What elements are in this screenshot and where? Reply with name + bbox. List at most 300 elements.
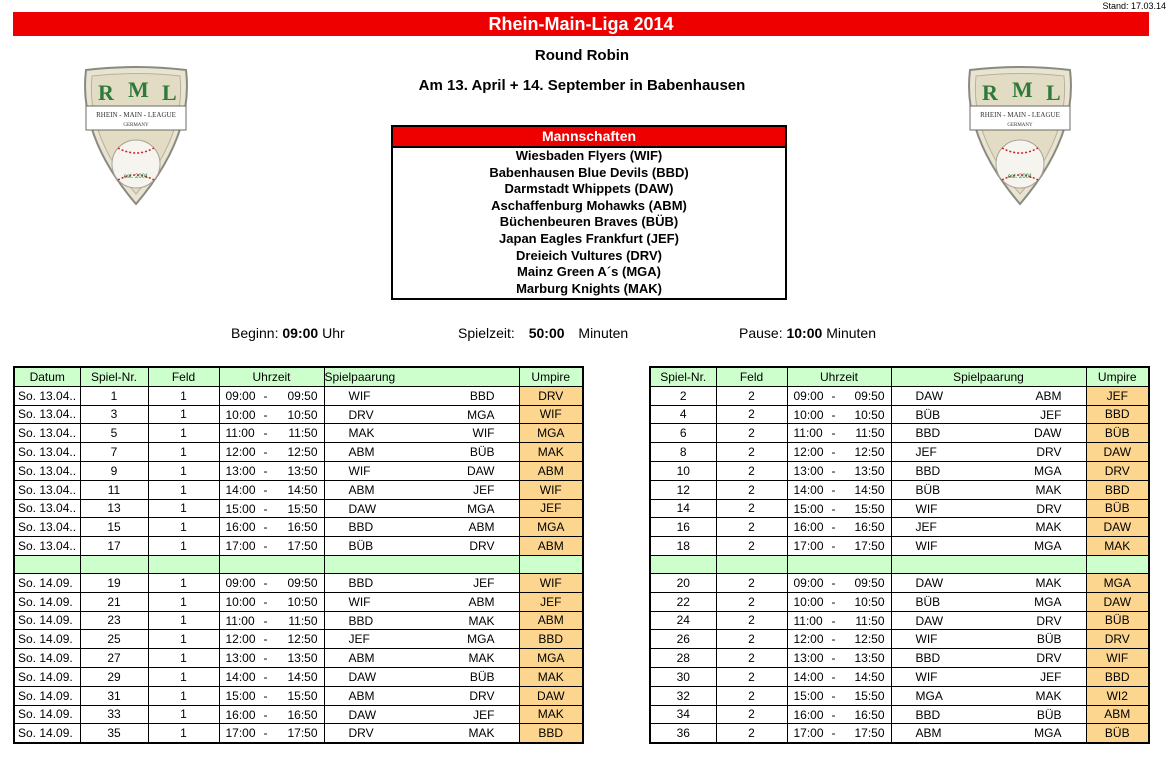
info-beginn — [231, 325, 345, 341]
matchup-cell — [324, 480, 519, 499]
time-to: 13:50 — [287, 463, 318, 478]
home-team: WIF — [348, 594, 371, 609]
game-number-cell: 4 — [650, 405, 716, 424]
teams-header: Mannschaften — [393, 127, 785, 148]
table-row — [14, 537, 583, 556]
matchup-cell — [324, 518, 519, 537]
away-team: ABM — [468, 520, 495, 535]
game-number-cell: 16 — [650, 518, 716, 537]
date-cell: So. 13.04.. — [14, 461, 80, 480]
game-number-cell: 9 — [80, 461, 148, 480]
matchup-cell — [324, 443, 519, 462]
team-item: Wiesbaden Flyers (WIF) — [515, 148, 663, 163]
time-cell — [787, 573, 891, 592]
time-dash: - — [831, 388, 836, 403]
time-dash: - — [263, 388, 268, 403]
home-team: DAW — [915, 575, 944, 590]
field-cell: 1 — [148, 461, 219, 480]
time-to: 10:50 — [854, 594, 885, 609]
col-header: Uhrzeit — [787, 367, 891, 386]
matchup-cell — [324, 461, 519, 480]
home-team: BBD — [915, 651, 941, 666]
game-number-cell: 11 — [80, 480, 148, 499]
field-cell: 1 — [148, 592, 219, 611]
time-from: 17:00 — [225, 726, 256, 741]
game-number-cell: 10 — [650, 461, 716, 480]
spielzeit-value: 50:00 — [528, 325, 565, 341]
game-number-cell: 20 — [650, 573, 716, 592]
game-number-cell: 7 — [80, 443, 148, 462]
away-team: JEF — [473, 575, 495, 590]
game-number-cell: 27 — [80, 649, 148, 668]
event-dates: Am 13. April + 14. September in Babenhausen — [418, 77, 746, 94]
home-team: BBD — [348, 613, 374, 628]
time-from: 13:00 — [225, 651, 256, 666]
time-dash: - — [263, 632, 268, 647]
away-team: MGA — [1034, 463, 1062, 478]
subtitle: Round Robin — [534, 47, 630, 64]
game-number-cell: 13 — [80, 499, 148, 518]
date-cell: So. 14.09. — [14, 592, 80, 611]
time-to: 15:50 — [854, 501, 885, 516]
date-cell: So. 13.04.. — [14, 499, 80, 518]
col-header: Uhrzeit — [219, 367, 324, 386]
home-team: WIF — [348, 388, 371, 403]
team-item: Darmstadt Whippets (DAW) — [504, 181, 674, 197]
matchup-cell — [891, 443, 1086, 462]
time-from: 17:00 — [793, 539, 824, 554]
table-row — [14, 386, 583, 405]
time-cell — [219, 630, 324, 649]
time-from: 13:00 — [225, 463, 256, 478]
time-from: 12:00 — [225, 445, 256, 460]
time-dash: - — [831, 520, 836, 535]
away-team: JEF — [473, 482, 495, 497]
matchup-cell — [891, 667, 1086, 686]
time-cell — [219, 686, 324, 705]
table-row — [14, 592, 583, 611]
matchup-cell — [891, 480, 1086, 499]
table-row — [14, 686, 583, 705]
away-team: DRV — [469, 688, 495, 703]
logo-country-text: GERMANY — [1007, 123, 1033, 128]
table-row — [14, 611, 583, 630]
home-team: WIF — [915, 539, 938, 554]
matchup-cell — [324, 386, 519, 405]
time-from: 13:00 — [793, 651, 824, 666]
time-from: 15:00 — [793, 688, 824, 703]
time-cell — [787, 537, 891, 556]
umpire-cell: MGA — [519, 649, 583, 668]
col-header: Umpire — [1086, 367, 1149, 386]
away-team: DRV — [1036, 651, 1062, 666]
field-cell: 2 — [716, 499, 787, 518]
table-row — [14, 499, 583, 518]
home-team: DAW — [348, 501, 377, 516]
table-row — [650, 499, 1149, 518]
col-header: Datum — [14, 367, 80, 386]
umpire-cell: BÜB — [1086, 724, 1149, 743]
time-to: 09:50 — [854, 388, 885, 403]
matchup-cell — [891, 499, 1086, 518]
game-number-cell: 2 — [650, 386, 716, 405]
home-team: WIF — [915, 501, 938, 516]
time-dash: - — [263, 613, 268, 628]
time-cell — [787, 705, 891, 724]
separator-cell — [14, 555, 80, 573]
table-row — [650, 443, 1149, 462]
matchup-cell — [891, 630, 1086, 649]
home-team: DRV — [348, 726, 374, 741]
time-dash: - — [831, 575, 836, 590]
game-number-cell: 17 — [80, 537, 148, 556]
matchup-cell — [891, 424, 1086, 443]
col-header: Spielpaarung — [324, 367, 519, 386]
field-cell: 1 — [148, 705, 219, 724]
umpire-cell: BÜB — [1086, 499, 1149, 518]
time-dash: - — [831, 445, 836, 460]
time-cell — [219, 611, 324, 630]
time-from: 17:00 — [225, 539, 256, 554]
time-from: 10:00 — [793, 594, 824, 609]
table-row — [14, 424, 583, 443]
table-row — [14, 405, 583, 424]
time-to: 14:50 — [287, 669, 318, 684]
away-team: MAK — [468, 613, 495, 628]
time-to: 17:50 — [854, 539, 885, 554]
info-spielzeit — [458, 325, 628, 341]
page-title: Rhein-Main-Liga 2014 — [13, 12, 1149, 36]
time-to: 10:50 — [287, 407, 318, 422]
time-dash: - — [831, 651, 836, 666]
time-cell — [219, 649, 324, 668]
date-cell: So. 13.04.. — [14, 480, 80, 499]
matchup-cell — [324, 649, 519, 668]
away-team: DAW — [466, 463, 495, 478]
time-from: 09:00 — [225, 388, 256, 403]
field-cell: 1 — [148, 611, 219, 630]
time-dash: - — [831, 613, 836, 628]
home-team: BÜB — [348, 539, 374, 554]
field-cell: 2 — [716, 461, 787, 480]
field-cell: 2 — [716, 537, 787, 556]
umpire-cell: ABM — [1086, 705, 1149, 724]
time-to: 16:50 — [287, 520, 318, 535]
separator-cell — [650, 555, 716, 573]
umpire-cell: WIF — [519, 405, 583, 424]
matchup-cell — [324, 573, 519, 592]
time-from: 17:00 — [793, 726, 824, 741]
away-team: DRV — [469, 539, 495, 554]
field-cell: 2 — [716, 705, 787, 724]
time-from: 09:00 — [793, 575, 824, 590]
umpire-cell: JEF — [1086, 386, 1149, 405]
time-cell — [787, 499, 891, 518]
table-row — [650, 461, 1149, 480]
matchup-cell — [891, 386, 1086, 405]
col-header: Feld — [148, 367, 219, 386]
umpire-cell: JEF — [519, 499, 583, 518]
umpire-cell: DAW — [1086, 592, 1149, 611]
umpire-cell: ABM — [519, 537, 583, 556]
time-from: 16:00 — [225, 520, 256, 535]
away-team: DRV — [1036, 445, 1062, 460]
separator-cell — [80, 555, 148, 573]
home-team: DAW — [348, 707, 377, 722]
home-team: BBD — [348, 520, 374, 535]
table-row — [650, 724, 1149, 743]
date-cell: So. 14.09. — [14, 611, 80, 630]
separator-cell — [219, 555, 324, 573]
time-dash: - — [263, 426, 268, 441]
home-team: DAW — [915, 613, 944, 628]
separator-cell — [787, 555, 891, 573]
time-dash: - — [831, 426, 836, 441]
table-row — [14, 724, 583, 743]
umpire-cell: DRV — [1086, 630, 1149, 649]
field-cell: 1 — [148, 667, 219, 686]
away-team: JEF — [1040, 669, 1062, 684]
umpire-cell: BBD — [1086, 480, 1149, 499]
separator-cell — [324, 555, 519, 573]
home-team: BBD — [915, 463, 941, 478]
logo-letter: L — [162, 80, 177, 105]
time-cell — [219, 461, 324, 480]
time-from: 14:00 — [793, 669, 824, 684]
table-row — [650, 518, 1149, 537]
time-to: 12:50 — [854, 445, 885, 460]
matchup-cell — [891, 461, 1086, 480]
umpire-cell: DAW — [519, 686, 583, 705]
time-cell — [787, 480, 891, 499]
time-from: 14:00 — [225, 669, 256, 684]
time-cell — [787, 592, 891, 611]
spielzeit-unit: Minuten — [578, 325, 629, 341]
umpire-cell: WIF — [1086, 649, 1149, 668]
logo-letter: M — [128, 77, 149, 102]
field-cell: 1 — [148, 630, 219, 649]
game-number-cell: 34 — [650, 705, 716, 724]
time-cell — [219, 443, 324, 462]
game-number-cell: 5 — [80, 424, 148, 443]
away-team: BÜB — [469, 669, 495, 684]
time-dash: - — [831, 726, 836, 741]
time-to: 13:50 — [854, 651, 885, 666]
game-number-cell: 29 — [80, 667, 148, 686]
time-dash: - — [263, 520, 268, 535]
matchup-cell — [324, 667, 519, 686]
beginn-unit: Uhr — [322, 325, 345, 341]
date-cell: So. 14.09. — [14, 724, 80, 743]
rml-logo-left — [78, 66, 194, 206]
col-header: Spiel-Nr. — [650, 367, 716, 386]
field-cell: 1 — [148, 480, 219, 499]
field-cell: 2 — [716, 443, 787, 462]
col-header: Spielpaarung — [891, 367, 1086, 386]
umpire-cell: WIF — [519, 573, 583, 592]
umpire-cell: DAW — [1086, 518, 1149, 537]
field-cell: 2 — [716, 724, 787, 743]
umpire-cell: MAK — [519, 705, 583, 724]
umpire-cell: ABM — [519, 611, 583, 630]
table-row — [650, 649, 1149, 668]
home-team: DAW — [915, 388, 944, 403]
game-number-cell: 30 — [650, 667, 716, 686]
matchup-cell — [891, 518, 1086, 537]
home-team: WIF — [915, 669, 938, 684]
col-header: Feld — [716, 367, 787, 386]
time-dash: - — [831, 688, 836, 703]
home-team: ABM — [348, 651, 375, 666]
matchup-cell — [891, 405, 1086, 424]
time-dash: - — [263, 501, 268, 516]
time-from: 14:00 — [225, 482, 256, 497]
away-team: WIF — [472, 426, 495, 441]
home-team: BÜB — [915, 594, 941, 609]
table-row — [650, 686, 1149, 705]
time-dash: - — [263, 707, 268, 722]
time-from: 14:00 — [793, 482, 824, 497]
team-item: Japan Eagles Frankfurt (JEF) — [499, 230, 679, 246]
time-to: 12:50 — [854, 632, 885, 647]
time-cell — [219, 592, 324, 611]
umpire-cell: BBD — [1086, 405, 1149, 424]
time-to: 17:50 — [287, 539, 318, 554]
away-team: BÜB — [469, 445, 495, 460]
time-to: 16:50 — [854, 707, 885, 722]
umpire-cell: MAK — [519, 667, 583, 686]
time-cell — [219, 480, 324, 499]
time-to: 11:50 — [288, 613, 318, 628]
game-number-cell: 21 — [80, 592, 148, 611]
logo-est-text: est. 2001 — [123, 174, 149, 180]
umpire-cell: DRV — [1086, 461, 1149, 480]
field-cell: 2 — [716, 518, 787, 537]
game-number-cell: 3 — [80, 405, 148, 424]
separator-row — [14, 555, 583, 573]
matchup-cell — [891, 592, 1086, 611]
separator-cell — [519, 555, 583, 573]
umpire-cell: JEF — [519, 592, 583, 611]
time-cell — [219, 724, 324, 743]
game-number-cell: 18 — [650, 537, 716, 556]
away-team: BÜB — [1036, 707, 1062, 722]
field-cell: 2 — [716, 611, 787, 630]
field-cell: 2 — [716, 386, 787, 405]
matchup-cell — [891, 537, 1086, 556]
home-team: DAW — [348, 669, 377, 684]
umpire-cell: WIF — [519, 480, 583, 499]
time-to: 17:50 — [287, 726, 318, 741]
field-cell: 2 — [716, 630, 787, 649]
away-team: MAK — [468, 651, 495, 666]
schedule-table-field-2 — [649, 366, 1150, 744]
away-team: MGA — [467, 632, 495, 647]
matchup-cell — [324, 499, 519, 518]
time-cell — [219, 405, 324, 424]
time-to: 12:50 — [287, 445, 318, 460]
time-dash: - — [831, 594, 836, 609]
time-to: 15:50 — [287, 501, 318, 516]
time-cell — [219, 667, 324, 686]
table-row — [14, 480, 583, 499]
umpire-cell: BÜB — [1086, 424, 1149, 443]
matchup-cell — [324, 611, 519, 630]
game-number-cell: 8 — [650, 443, 716, 462]
time-from: 12:00 — [793, 445, 824, 460]
field-cell: 2 — [716, 424, 787, 443]
away-team: MGA — [467, 407, 495, 422]
time-cell — [219, 537, 324, 556]
field-cell: 1 — [148, 499, 219, 518]
time-from: 15:00 — [225, 501, 256, 516]
col-header: Spiel-Nr. — [80, 367, 148, 386]
field-cell: 2 — [716, 573, 787, 592]
date-cell: So. 13.04.. — [14, 443, 80, 462]
time-cell — [787, 386, 891, 405]
field-cell: 1 — [148, 405, 219, 424]
umpire-cell: MGA — [519, 424, 583, 443]
time-cell — [787, 611, 891, 630]
time-cell — [787, 461, 891, 480]
table-row — [650, 705, 1149, 724]
time-cell — [787, 518, 891, 537]
time-dash: - — [263, 463, 268, 478]
umpire-cell: MAK — [1086, 537, 1149, 556]
separator-row — [650, 555, 1149, 573]
date-cell: So. 14.09. — [14, 649, 80, 668]
time-to: 14:50 — [854, 482, 885, 497]
date-cell: So. 14.09. — [14, 573, 80, 592]
game-number-cell: 28 — [650, 649, 716, 668]
away-team: MGA — [1034, 726, 1062, 741]
home-team: ABM — [348, 688, 375, 703]
time-cell — [787, 649, 891, 668]
logo-letter: L — [1046, 80, 1061, 105]
umpire-cell: WI2 — [1086, 686, 1149, 705]
field-cell: 2 — [716, 592, 787, 611]
time-cell — [787, 405, 891, 424]
stand-date: Stand: 17.03.14 — [1102, 1, 1166, 11]
time-to: 13:50 — [854, 463, 885, 478]
time-cell — [787, 443, 891, 462]
time-from: 09:00 — [225, 575, 256, 590]
matchup-cell — [891, 724, 1086, 743]
time-dash: - — [263, 445, 268, 460]
info-pause — [739, 325, 876, 341]
table-row — [650, 480, 1149, 499]
game-number-cell: 36 — [650, 724, 716, 743]
spielzeit-label: Spielzeit: — [458, 325, 515, 341]
time-from: 11:00 — [793, 426, 823, 441]
home-team: MGA — [915, 688, 943, 703]
field-cell: 1 — [148, 649, 219, 668]
time-from: 11:00 — [225, 613, 255, 628]
matchup-cell — [324, 537, 519, 556]
date-cell: So. 14.09. — [14, 705, 80, 724]
away-team: DRV — [1036, 613, 1062, 628]
time-dash: - — [263, 539, 268, 554]
away-team: MAK — [1035, 688, 1062, 703]
umpire-cell: ABM — [519, 461, 583, 480]
time-cell — [219, 386, 324, 405]
pause-value: 10:00 — [786, 325, 823, 341]
time-to: 17:50 — [854, 726, 885, 741]
date-cell: So. 14.09. — [14, 630, 80, 649]
date-cell: So. 14.09. — [14, 686, 80, 705]
game-number-cell: 19 — [80, 573, 148, 592]
game-number-cell: 25 — [80, 630, 148, 649]
